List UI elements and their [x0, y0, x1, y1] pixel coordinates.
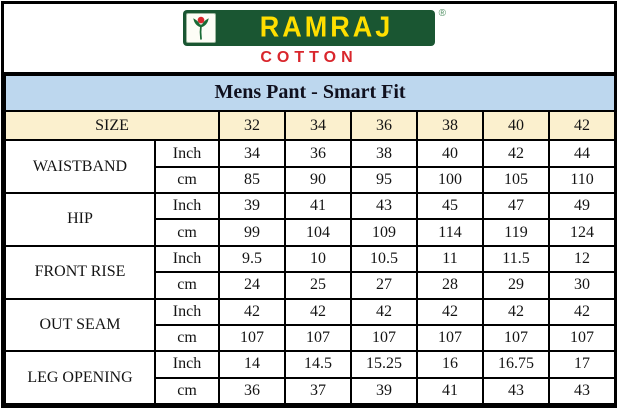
- value-cell: 104: [285, 219, 351, 245]
- size-chart-table: [4, 74, 616, 405]
- measurement-label-waistband: WAISTBAND: [5, 140, 155, 193]
- value-cell: 16: [417, 351, 483, 377]
- unit-label-cm: cm: [155, 219, 219, 245]
- value-cell: 119: [483, 219, 549, 245]
- brand-header: [4, 4, 614, 74]
- measurement-label-hip: HIP: [5, 193, 155, 246]
- value-cell: 38: [351, 140, 417, 166]
- value-cell: 124: [549, 219, 615, 245]
- chart-title: Mens Pant - Smart Fit: [5, 75, 615, 111]
- value-cell: 107: [219, 325, 285, 351]
- value-cell: 109: [351, 219, 417, 245]
- value-cell: 43: [351, 193, 417, 219]
- value-cell: 28: [417, 272, 483, 298]
- measurement-label-leg-opening: LEG OPENING: [5, 351, 155, 404]
- value-cell: 39: [351, 378, 417, 404]
- value-cell: 45: [417, 193, 483, 219]
- value-cell: 41: [285, 193, 351, 219]
- size-value: 38: [417, 111, 483, 141]
- size-value: 34: [285, 111, 351, 141]
- value-cell: 42: [483, 299, 549, 325]
- value-cell: 44: [549, 140, 615, 166]
- value-cell: 110: [549, 167, 615, 193]
- unit-label-inch: Inch: [155, 246, 219, 272]
- value-cell: 37: [285, 378, 351, 404]
- unit-label-cm: cm: [155, 378, 219, 404]
- chart-frame: [1, 1, 617, 408]
- unit-label-inch: Inch: [155, 299, 219, 325]
- measurement-label-out-seam: OUT SEAM: [5, 299, 155, 352]
- value-cell: 42: [417, 299, 483, 325]
- measurement-label-front-rise: FRONT RISE: [5, 246, 155, 299]
- value-cell: 105: [483, 167, 549, 193]
- value-cell: 39: [219, 193, 285, 219]
- value-cell: 100: [417, 167, 483, 193]
- value-cell: 15.25: [351, 351, 417, 377]
- value-cell: 42: [219, 299, 285, 325]
- value-cell: 25: [285, 272, 351, 298]
- value-cell: 29: [483, 272, 549, 298]
- value-cell: 14: [219, 351, 285, 377]
- value-cell: 9.5: [219, 246, 285, 272]
- value-cell: 107: [417, 325, 483, 351]
- size-header-label: SIZE: [5, 111, 219, 141]
- value-cell: 42: [549, 299, 615, 325]
- unit-label-cm: cm: [155, 167, 219, 193]
- brand-subtitle: COTTON: [260, 48, 358, 66]
- unit-label-inch: Inch: [155, 140, 219, 166]
- size-value: 42: [549, 111, 615, 141]
- value-cell: 34: [219, 140, 285, 166]
- value-cell: 36: [219, 378, 285, 404]
- unit-label-cm: cm: [155, 272, 219, 298]
- unit-label-cm: cm: [155, 325, 219, 351]
- size-value: 40: [483, 111, 549, 141]
- value-cell: 11.5: [483, 246, 549, 272]
- value-cell: 114: [417, 219, 483, 245]
- value-cell: 99: [219, 219, 285, 245]
- value-cell: 24: [219, 272, 285, 298]
- value-cell: 40: [417, 140, 483, 166]
- value-cell: 10.5: [351, 246, 417, 272]
- value-cell: 10: [285, 246, 351, 272]
- value-cell: 85: [219, 167, 285, 193]
- value-cell: 14.5: [285, 351, 351, 377]
- value-cell: 27: [351, 272, 417, 298]
- value-cell: 107: [285, 325, 351, 351]
- registered-trademark-icon: ®: [438, 7, 446, 19]
- brand-name: RAMRAJ: [259, 11, 394, 43]
- value-cell: 36: [285, 140, 351, 166]
- value-cell: 16.75: [483, 351, 549, 377]
- value-cell: 41: [417, 378, 483, 404]
- value-cell: 49: [549, 193, 615, 219]
- value-cell: 12: [549, 246, 615, 272]
- value-cell: 95: [351, 167, 417, 193]
- brand-logo: [183, 10, 435, 46]
- size-value: 32: [219, 111, 285, 141]
- value-cell: 107: [549, 325, 615, 351]
- value-cell: 30: [549, 272, 615, 298]
- value-cell: 90: [285, 167, 351, 193]
- value-cell: 17: [549, 351, 615, 377]
- unit-label-inch: Inch: [155, 193, 219, 219]
- value-cell: 11: [417, 246, 483, 272]
- value-cell: 43: [483, 378, 549, 404]
- value-cell: 47: [483, 193, 549, 219]
- value-cell: 42: [483, 140, 549, 166]
- value-cell: 107: [351, 325, 417, 351]
- plant-icon: [186, 13, 216, 43]
- unit-label-inch: Inch: [155, 351, 219, 377]
- value-cell: 43: [549, 378, 615, 404]
- size-value: 36: [351, 111, 417, 141]
- value-cell: 42: [285, 299, 351, 325]
- value-cell: 42: [351, 299, 417, 325]
- value-cell: 107: [483, 325, 549, 351]
